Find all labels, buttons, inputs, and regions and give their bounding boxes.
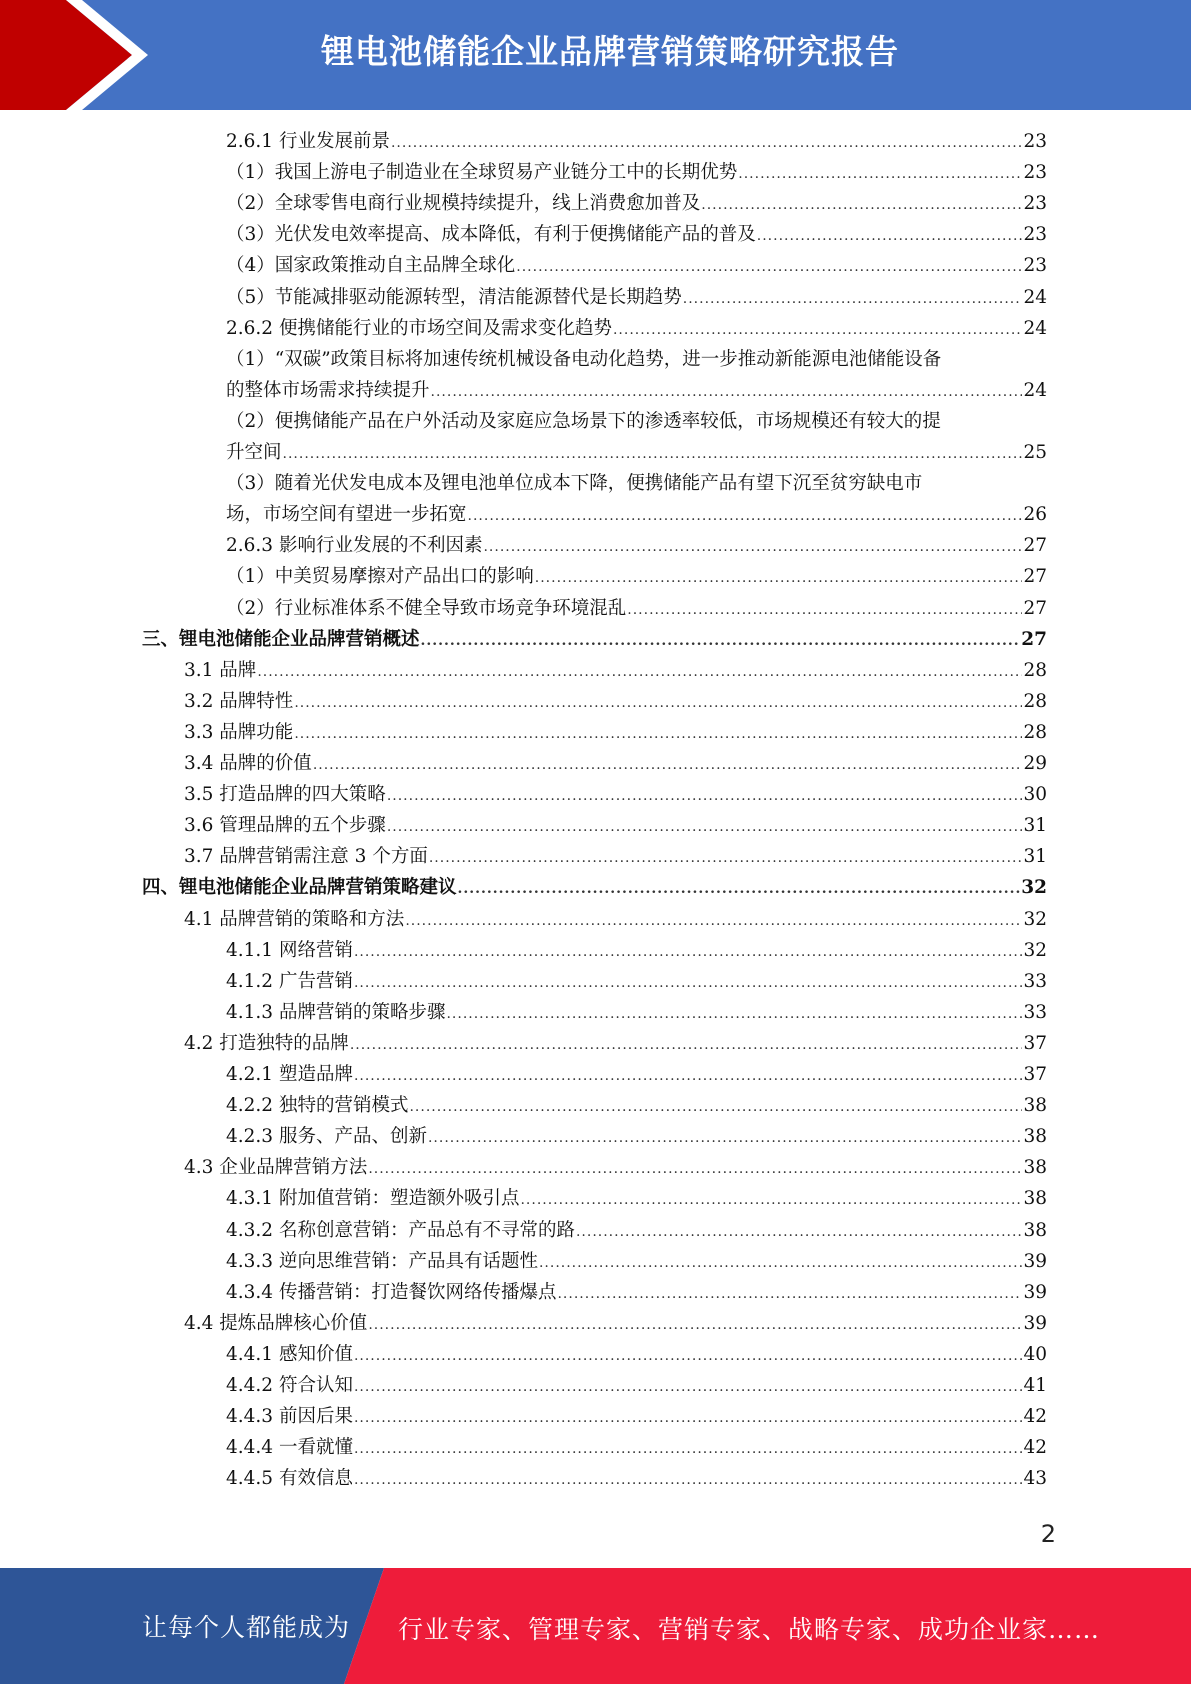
toc-entry[interactable] [226,188,1047,219]
toc-entry[interactable] [226,1090,1047,1121]
footer-slogan-right: 行业专家、管理专家、营销专家、战略专家、成功企业家…… [398,1615,1101,1644]
toc-leader-dots [354,1403,1023,1434]
toc-leader-dots [428,1123,1022,1154]
toc-page-number: 32 [1023,908,1047,930]
toc-entry-title: 三、锂电池储能企业品牌营销概述 [142,628,420,650]
toc-entry-title: 3.3 品牌功能 [184,721,294,743]
toc-entry-title: 4.1.3 品牌营销的策略步骤 [226,1001,446,1023]
toc-entry-title-continued: 升空间 [226,441,282,463]
toc-entry[interactable] [184,748,1047,779]
toc-leader-dots [483,532,1022,563]
toc-page-number: 24 [1023,286,1047,308]
toc-entry[interactable] [226,1059,1047,1090]
toc-entry[interactable] [184,1308,1047,1339]
toc-entry-title: （5）节能减排驱动能源转型，清洁能源替代是长期趋势 [226,286,682,308]
toc-entry-title: 2.6.1 行业发展前景 [226,131,390,152]
toc-entry[interactable] [226,1339,1047,1370]
toc-page-number: 39 [1023,1312,1047,1334]
toc-page-number: 39 [1023,1281,1047,1303]
toc-entry[interactable] [226,468,1047,532]
toc-entry-title: （1）我国上游电子制造业在全球贸易产业链分工中的长期优势 [226,162,738,184]
toc-entry-title: 4.4.2 符合认知 [226,1375,353,1396]
toc-leader-dots [391,128,1022,159]
toc-entry-title: 4.3.1 附加值营销：塑造额外吸引点 [226,1188,520,1210]
footer-slogan-left: 让每个人都能成为 [142,1613,351,1642]
toc-entry-title: 4.4.5 有效信息 [226,1468,353,1490]
toc-leader-dots [535,563,1023,594]
toc-page-number: 41 [1023,1375,1047,1396]
toc-page-number: 42 [1023,1406,1047,1428]
toc-entry-title: 3.4 品牌的价值 [184,753,312,774]
toc-leader-dots [468,501,1023,532]
toc-entry-title: 4.3.4 传播营销：打造餐饮网络传播爆点 [226,1281,557,1303]
toc-page-number: 23 [1023,162,1047,184]
toc-entry[interactable] [226,406,1047,470]
toc-entry-title: （2）行业标准体系不健全导致市场竞争环境混乱 [226,597,627,619]
toc-entry-title: 四、锂电池储能企业品牌营销策略建议 [142,877,457,899]
toc-entry-line2 [226,437,1047,470]
toc-page-number: 28 [1023,721,1047,743]
toc-page-number: 27 [1023,566,1047,588]
toc-leader-dots [294,688,1022,719]
toc-entry-title: 3.6 管理品牌的五个步骤 [184,815,386,837]
toc-entry[interactable] [142,624,1047,655]
toc-leader-dots [354,1465,1023,1496]
toc-entry-title-continued: 场，市场空间有望进一步拓宽 [226,504,467,526]
toc-page-number: 28 [1023,690,1047,712]
toc-page-number: 24 [1023,379,1047,401]
toc-entry[interactable] [226,561,1047,592]
toc-entry-title: 4.1.2 广告营销 [226,970,353,992]
report-title: 锂电池储能企业品牌营销策略研究报告 [321,32,899,71]
page-header [0,0,1191,110]
toc-page-number: 40 [1023,1343,1047,1365]
toc-leader-dots [446,999,1022,1030]
toc-entry-title: 4.2.2 独特的营销模式 [226,1095,409,1117]
toc-entry[interactable] [226,1246,1047,1277]
toc-entry-title: 4.3.3 逆向思维营销：产品具有话题性 [226,1250,538,1272]
toc-entry-line2 [226,375,1047,408]
toc-page-number: 24 [1023,317,1047,339]
toc-entry[interactable] [226,1215,1047,1246]
toc-entry-title: 4.3.2 名称创意营销：产品总有不寻常的路 [226,1219,575,1241]
toc-page-number: 23 [1023,193,1047,215]
toc-entry[interactable] [226,530,1047,561]
toc-leader-dots [387,781,1023,812]
toc-entry[interactable] [226,282,1047,313]
toc-entry[interactable] [184,904,1047,935]
toc-entry-title: 4.4.3 前因后果 [226,1406,353,1428]
toc-entry[interactable] [226,1401,1047,1432]
toc-page-number: 32 [1023,939,1047,961]
toc-leader-dots [613,315,1022,346]
toc-page-number: 27 [1023,535,1047,557]
toc-leader-dots [405,906,1022,937]
toc-entry[interactable] [184,655,1047,686]
toc-page-number: 38 [1023,1095,1047,1117]
toc-entry[interactable] [184,717,1047,748]
toc-entry-title: 4.2 打造独特的品牌 [184,1032,349,1054]
toc-leader-dots [576,1217,1022,1248]
toc-entry[interactable] [226,1370,1047,1401]
toc-leader-dots [283,439,1023,470]
toc-leader-dots [354,937,1023,968]
toc-entry-title: （1）中美贸易摩擦对产品出口的影响 [226,566,534,588]
toc-leader-dots [409,1092,1022,1123]
toc-entry[interactable] [184,1152,1047,1183]
toc-entry[interactable] [226,313,1047,344]
toc-leader-dots [313,750,1023,781]
toc-entry[interactable] [226,126,1047,157]
toc-entry-title: 4.2.3 服务、产品、创新 [226,1126,427,1148]
toc-entry-title: 2.6.2 便携储能行业的市场空间及需求变化趋势 [226,317,612,339]
toc-leader-dots [354,1341,1023,1372]
toc-page-number: 43 [1023,1468,1047,1490]
toc-entry[interactable] [226,344,1047,408]
toc-entry-title: 4.1 品牌营销的策略和方法 [184,908,405,930]
toc-page-number: 38 [1023,1126,1047,1148]
toc-leader-dots [683,284,1023,315]
toc-leader-dots [557,1279,1022,1310]
toc-page-number: 23 [1023,131,1047,152]
toc-leader-dots [627,595,1022,626]
toc-entry[interactable] [184,1028,1047,1059]
toc-entry-title: 3.7 品牌营销需注意 3 个方面 [184,846,428,868]
toc-page-number: 31 [1023,815,1047,837]
toc-entry[interactable] [184,686,1047,717]
toc-leader-dots [368,1154,1022,1185]
toc-page-number: 38 [1023,1157,1047,1179]
toc-entry-title: （2）全球零售电商行业规模持续提升，线上消费愈加普及 [226,193,701,215]
toc-entry-title: （3）随着光伏发电成本及锂电池单位成本下降，便携储能产品有望下沉至贫穷缺电市 [226,473,923,495]
toc-page-number: 39 [1023,1250,1047,1272]
toc-entry-title-continued: 的整体市场需求持续提升 [226,379,430,401]
toc-leader-dots [354,968,1023,999]
toc-leader-dots [354,1372,1023,1403]
toc-entry[interactable] [226,997,1047,1028]
toc-leader-dots [431,377,1023,408]
toc-entry-title: 4.4.1 感知价值 [226,1343,353,1365]
toc-leader-dots [701,190,1022,221]
toc-entry[interactable] [226,219,1047,250]
toc-page-number: 37 [1023,1064,1047,1085]
toc-page-number: 31 [1023,846,1047,868]
toc-entry[interactable] [142,872,1047,903]
toc-leader-dots [294,719,1022,750]
toc-entry[interactable] [226,1277,1047,1308]
toc-entry-title: 2.6.3 影响行业发展的不利因素 [226,535,483,557]
toc-leader-dots [368,1310,1022,1341]
toc-entry-title: （4）国家政策推动自主品牌全球化 [226,255,516,277]
toc-page-number: 37 [1023,1032,1047,1054]
toc-entry[interactable] [226,1183,1047,1214]
toc-leader-dots [738,159,1022,190]
toc-page-number: 38 [1023,1219,1047,1241]
toc-entry[interactable] [226,1463,1047,1494]
toc-entry[interactable] [226,593,1047,624]
toc-page-number: 33 [1023,970,1047,992]
toc-entry[interactable] [184,810,1047,841]
toc-page-number: 32 [1021,877,1047,899]
toc-entry-title: （1）“双碳”政策目标将加速传统机械设备电动化趋势，进一步推动新能源电池储能设备 [226,348,942,370]
toc-page-number: 28 [1023,659,1047,681]
toc-leader-dots [421,626,1021,657]
toc-entry-title: 3.1 品牌 [184,659,257,681]
toc-entry-title: 3.2 品牌特性 [184,690,294,712]
toc-entry-title: 4.1.1 网络营销 [226,939,353,961]
toc-entry[interactable] [226,157,1047,188]
toc-entry[interactable] [184,779,1047,810]
page-footer [0,1568,1191,1684]
toc-entry-title: 4.4.4 一看就懂 [226,1437,353,1459]
toc-page-number: 26 [1023,504,1047,526]
toc-page-number: 30 [1023,784,1047,806]
toc-page-number: 23 [1023,255,1047,277]
toc-entry[interactable] [226,1121,1047,1152]
toc-entry[interactable] [226,935,1047,966]
toc-entry[interactable] [184,841,1047,872]
toc-entry[interactable] [226,966,1047,997]
toc-entry-title: 4.2.1 塑造品牌 [226,1064,353,1085]
toc-page-number: 33 [1023,1001,1047,1023]
toc-leader-dots [520,1185,1022,1216]
toc-leader-dots [354,1061,1023,1092]
toc-leader-dots [757,221,1023,252]
toc-page-number: 25 [1023,441,1047,463]
toc-leader-dots [516,252,1022,283]
toc-entry-title: 4.3 企业品牌营销方法 [184,1157,368,1179]
toc-leader-dots [354,1434,1023,1465]
toc-page-number: 27 [1021,628,1047,650]
toc-leader-dots [539,1248,1022,1279]
toc-page-number: 38 [1023,1188,1047,1210]
toc-leader-dots [350,1030,1023,1061]
toc-entry-title: （3）光伏发电效率提高、成本降低，有利于便携储能产品的普及 [226,224,756,246]
toc-leader-dots [429,843,1023,874]
toc-leader-dots [458,874,1021,905]
toc-entry-title: 4.4 提炼品牌核心价值 [184,1312,368,1334]
toc-page-number: 29 [1023,753,1047,774]
toc-page-number: 27 [1023,597,1047,619]
toc-entry-title: （2）便携储能产品在户外活动及家庭应急场景下的渗透率较低，市场规模还有较大的提 [226,410,941,432]
toc-entry[interactable] [226,250,1047,281]
toc-leader-dots [257,657,1022,688]
page-number: 2 [1040,1520,1056,1548]
toc-page-number: 42 [1023,1437,1047,1459]
toc-entry-line2 [226,499,1047,532]
toc-leader-dots [387,812,1023,843]
toc-entry-title: 3.5 打造品牌的四大策略 [184,784,386,806]
toc-entry[interactable] [226,1432,1047,1463]
toc-page-number: 23 [1023,224,1047,246]
